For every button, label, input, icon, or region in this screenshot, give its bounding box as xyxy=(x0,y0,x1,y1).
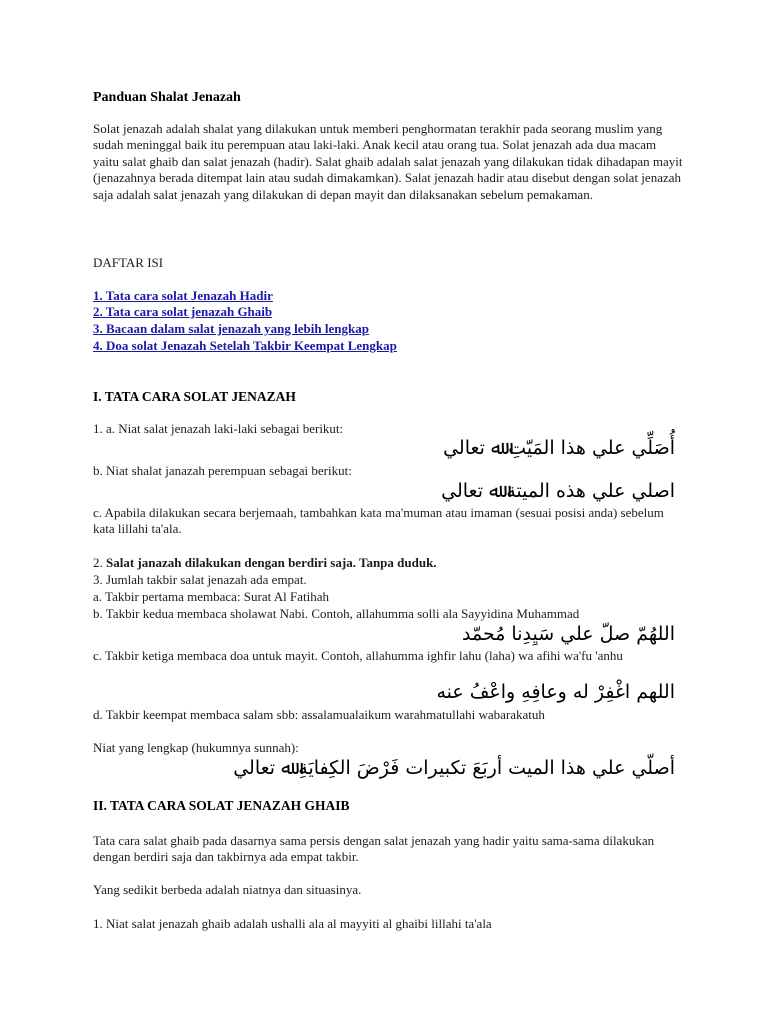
step-2-number: 2. xyxy=(93,555,103,570)
section-1-heading: I. TATA CARA SOLAT JENAZAH xyxy=(93,389,296,404)
jamaah-note: c. Apabila dilakukan secara berjemaah, tambahkan kata ma'muman atau imaman (sesuai posisi anda) sebelum kata lillahi ta'ala. xyxy=(93,505,664,537)
step-3: 3. Jumlah takbir salat jenazah ada empat. xyxy=(93,572,307,587)
takbir-b-arabic: اللهُمّ صلّ علي سَيِدِنا مُحمّد xyxy=(461,623,675,645)
toc-link-4[interactable]: 4. Doa solat Jenazah Setelah Takbir Keempat Lengkap xyxy=(93,338,397,353)
section-2-heading: II. TATA CARA SOLAT JENAZAH GHAIB xyxy=(93,798,350,813)
takbir-c: c. Takbir ketiga membaca doa untuk mayit. Contoh, allahumma ighfir lahu (laha) wa afihi wa'fu 'anhu xyxy=(93,648,623,663)
toc-link-1[interactable]: 1. Tata cara solat Jenazah Hadir xyxy=(93,288,273,303)
step-2-text: Salat janazah dilakukan dengan berdiri saja. Tanpa duduk. xyxy=(106,555,437,570)
toc-link-3[interactable]: 3. Bacaan dalam salat jenazah yang lebih lengkap xyxy=(93,321,369,336)
page-title: Panduan Shalat Jenazah xyxy=(93,90,241,105)
section-2-paragraph-1: Tata cara salat ghaib pada dasarnya sama persis dengan salat jenazah yang hadir yaitu sama-sama dilakukan dengan berdiri saja dan takbirnya ada empat takbir. xyxy=(93,833,655,865)
niat-male-arabic: أُصَلِّي علي هذا المَيّتِ ﷲ تعالي xyxy=(443,437,675,459)
toc-link-2[interactable]: 2. Tata cara solat jenazah Ghaib xyxy=(93,304,273,319)
takbir-a: a. Takbir pertama membaca: Surat Al Fatihah xyxy=(93,589,330,604)
toc-item-2[interactable] xyxy=(93,304,272,320)
step-2 xyxy=(93,555,437,571)
toc-item-4[interactable] xyxy=(93,338,397,354)
takbir-d: d. Takbir keempat membaca salam sbb: assalamualaikum warahmatullahi wabarakatuh xyxy=(93,707,545,722)
toc-item-1[interactable] xyxy=(93,288,273,304)
takbir-b: b. Takbir kedua membaca sholawat Nabi. Contoh, allahumma solli ala Sayyidina Muhammad xyxy=(93,606,580,621)
niat-female-label: b. Niat shalat janazah perempuan sebagai berikut: xyxy=(93,463,352,478)
niat-full-arabic: أصلّي علي هذا الميت أربَعَ تكبيرات فَرْضَ الكِفايَةِ ﷲ تعالي xyxy=(233,757,675,779)
section-2-paragraph-3: 1. Niat salat jenazah ghaib adalah ushalli ala al mayyiti al ghaibi lillahi ta'ala xyxy=(93,916,492,931)
toc-item-3[interactable] xyxy=(93,321,369,337)
section-2-paragraph-2: Yang sedikit berbeda adalah niatnya dan situasinya. xyxy=(93,882,362,897)
toc-heading: DAFTAR ISI xyxy=(93,255,164,270)
takbir-c-arabic: اللهم اغْفِرْ له وعافِهِ واعْفُ عنه xyxy=(436,681,675,703)
intro-paragraph: Solat jenazah adalah shalat yang dilakukan untuk memberi penghormatan terakhir pada seorang muslim yang sudah meninggal baik itu perempuan atau laki-laki. Anak kecil atau orang tua. Solat jenazah ada dua macam yaitu salat ghaib dan salat jenazah (hadir). Salat ghaib adalah salat jenazah yang dilakukan tidak dihadapan mayit (jenazahnya berada ditempat lain atau sudah dimakamkan). Salat jenazah hadir atau disebut dengan solat jenazah saja adalah salat jenazah yang dilakukan di depan mayit dan dilaksanakan sebelum pemakaman. xyxy=(93,121,683,202)
niat-male-label: 1. a. Niat salat jenazah laki-laki sebagai berikut: xyxy=(93,421,344,436)
niat-female-arabic: اصلي علي هذه الميتة ﷲ تعالي xyxy=(441,480,675,502)
niat-full-label: Niat yang lengkap (hukumnya sunnah): xyxy=(93,740,299,755)
